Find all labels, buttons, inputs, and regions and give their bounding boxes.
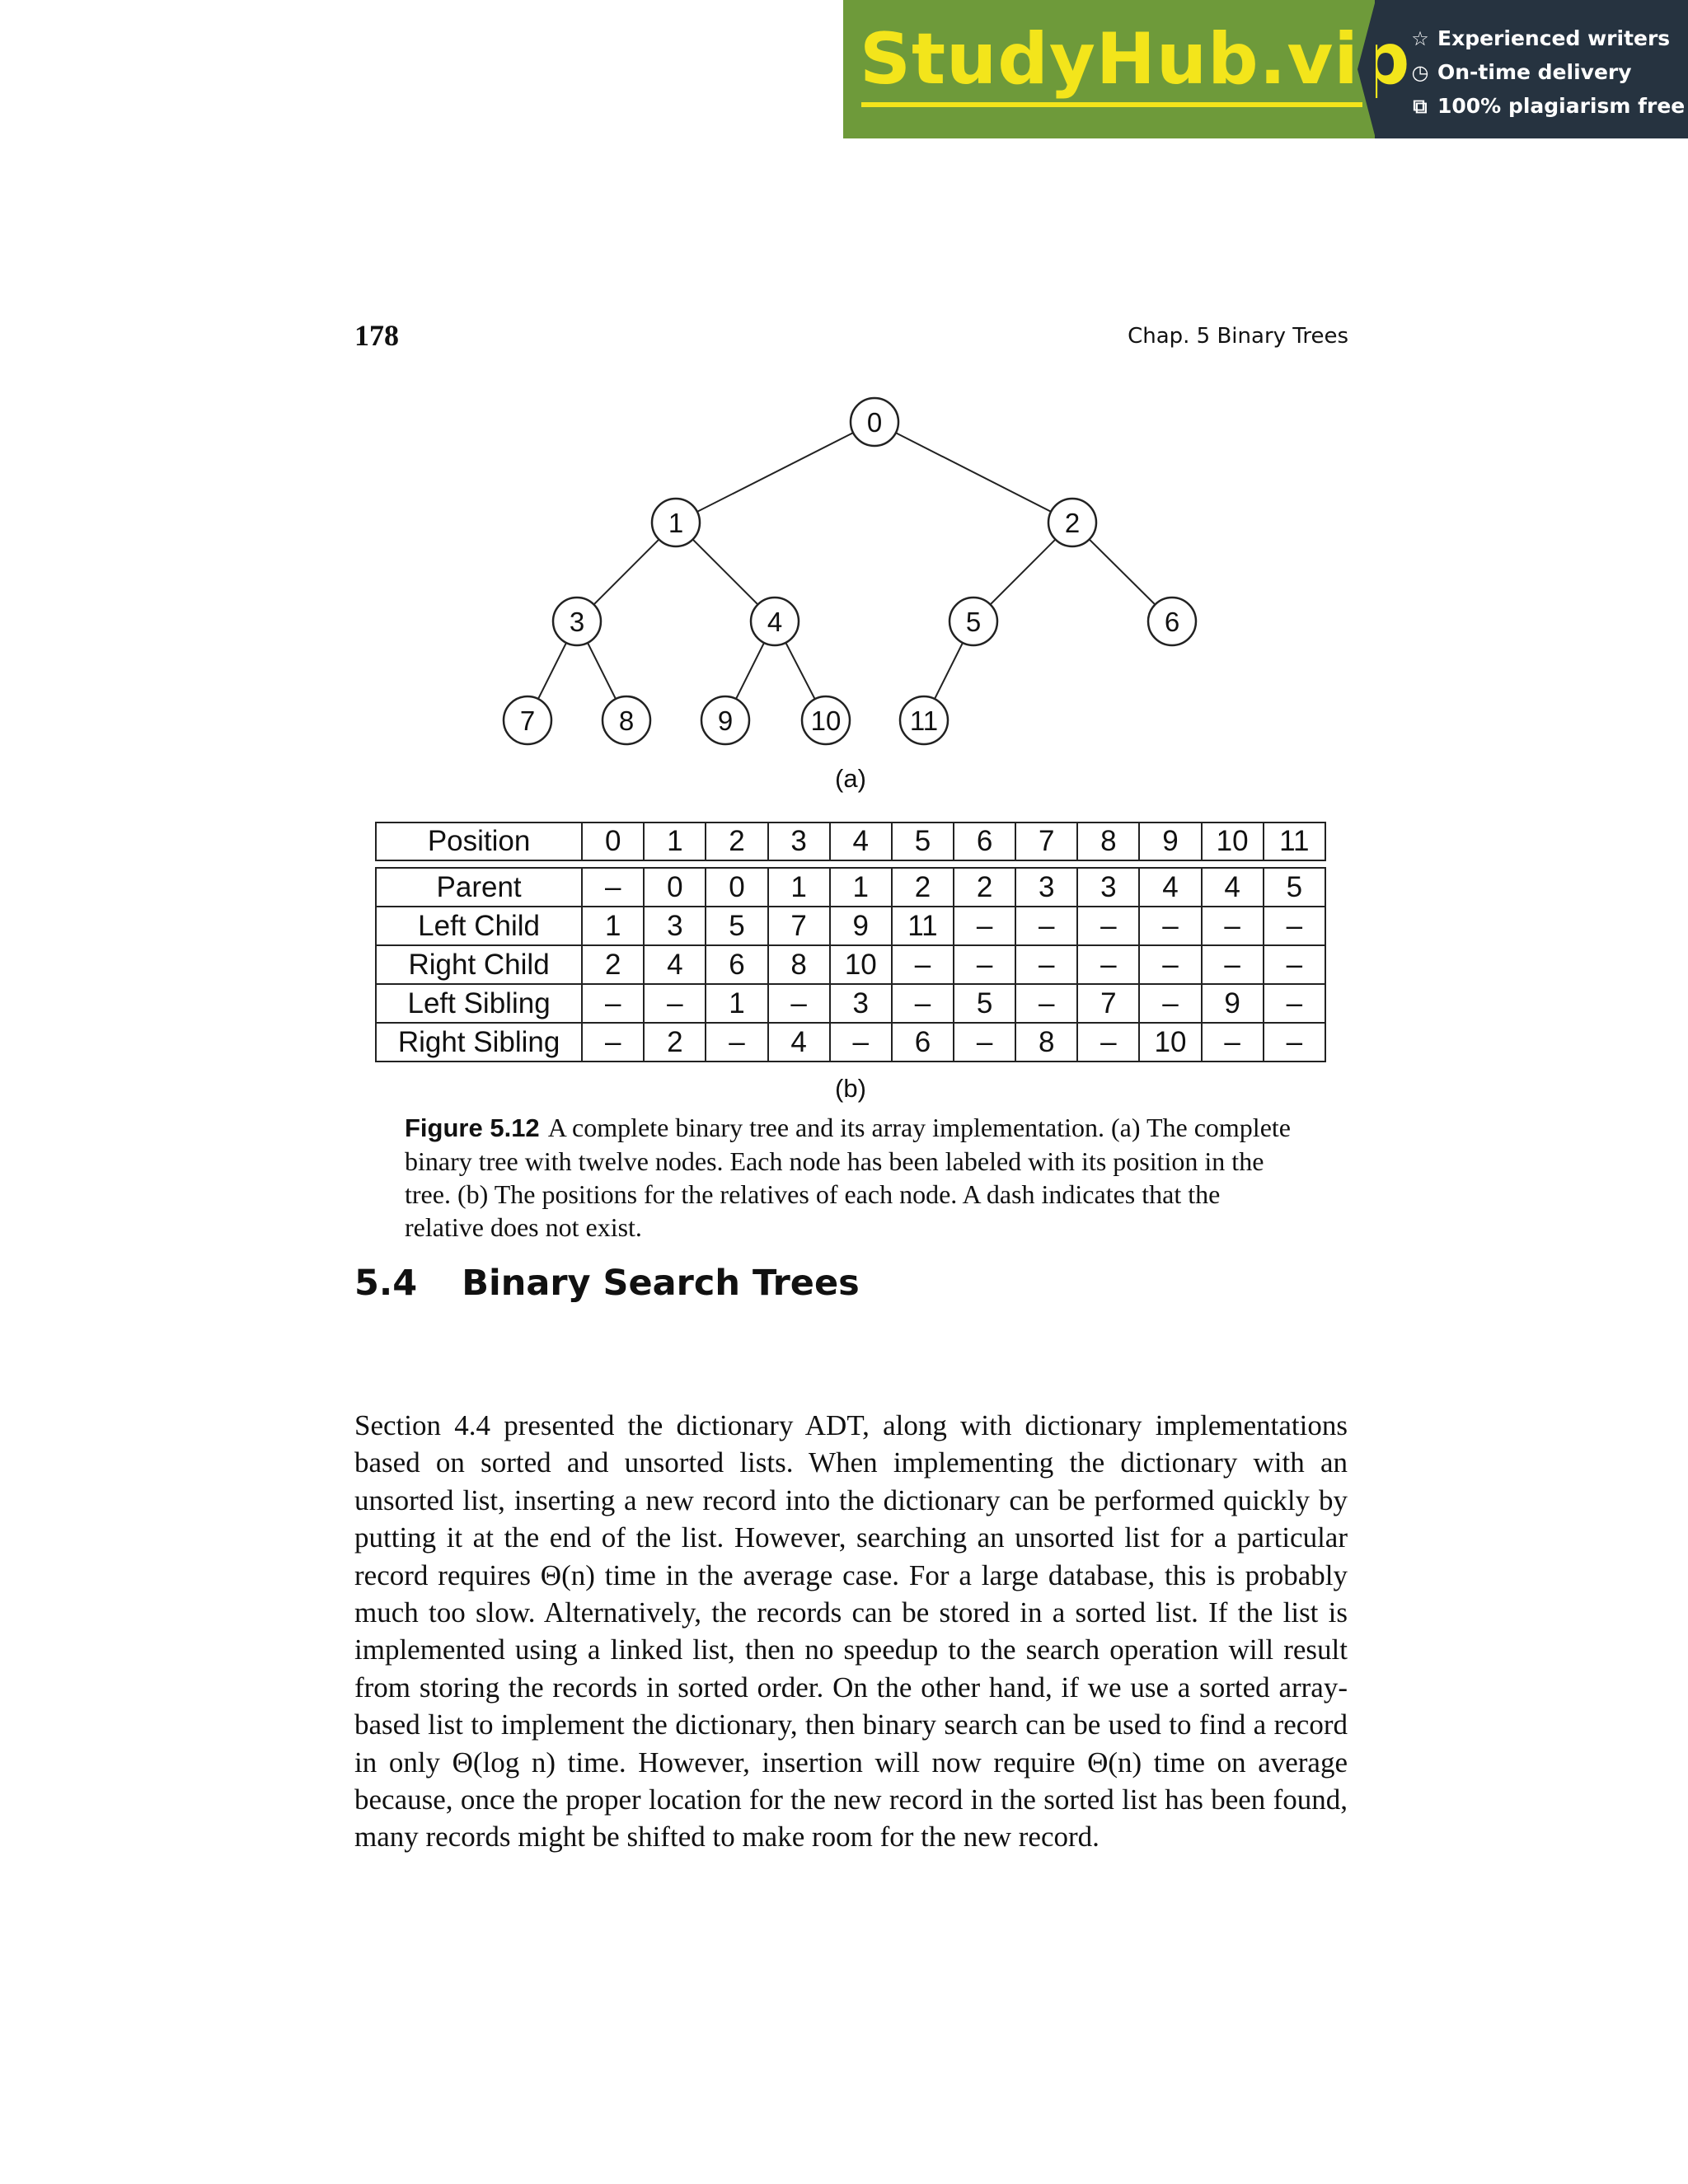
table-cell: – [830,1023,892,1062]
feature-text: On-time delivery [1437,60,1632,84]
table-cell: 4 [1139,868,1201,907]
table-cell: 10 [830,945,892,984]
table-cell: – [1264,1023,1325,1062]
table-cell: 8 [768,945,830,984]
table-cell: 5 [892,823,954,860]
tree-edge [676,422,874,523]
table-cell: – [1264,907,1325,945]
tree-edge [874,422,1072,523]
table-cell: – [1015,945,1077,984]
table-cell: 1 [706,984,767,1023]
table-row [376,907,1325,945]
relatives-table [375,867,1326,1062]
feature-text: Experienced writers [1437,26,1671,50]
table-cell: 1 [582,907,644,945]
table-cell: – [1264,945,1325,984]
table-cell: 4 [830,823,892,860]
table-cell: – [1264,984,1325,1023]
table-cell: 2 [706,823,767,860]
table-cell: 11 [1264,823,1325,860]
row-header: Left Child [376,907,582,945]
table-cell: 1 [768,868,830,907]
table-row [376,1023,1325,1062]
table-cell: 2 [954,868,1015,907]
table-cell: 11 [892,907,954,945]
table-cell: 0 [582,823,644,860]
brand-logo-text: StudyHub.vip [860,18,1411,101]
table-cell: – [706,1023,767,1062]
table-cell: 2 [644,1023,706,1062]
tree-node-label: 2 [1064,508,1081,538]
table-cell: 8 [1015,1023,1077,1062]
table-cell: – [954,907,1015,945]
page-number: 178 [354,319,399,352]
table-cell: 10 [1139,1023,1201,1062]
table-cell: – [1202,907,1264,945]
tree-node-label: 1 [668,508,684,538]
table-cell: – [1015,984,1077,1023]
tree-node-label: 0 [866,407,883,438]
table-cell: 1 [830,868,892,907]
table-cell: 7 [1077,984,1139,1023]
table-cell: 6 [892,1023,954,1062]
table-row [376,945,1325,984]
section-number: 5.4 [354,1263,418,1304]
table-cell: – [582,984,644,1023]
table-cell: 1 [644,823,706,860]
table-cell: – [1139,945,1201,984]
feature-text: 100% plagiarism free [1437,94,1686,118]
table-row [376,823,1325,860]
tree-node-label: 8 [618,705,635,736]
table-cell: 2 [582,945,644,984]
tree-node-label: 11 [909,705,939,736]
table-cell: – [1077,1023,1139,1062]
table-cell: 4 [1202,868,1264,907]
position-table [375,822,1326,861]
table-row [376,984,1325,1023]
table-cell: 7 [1015,823,1077,860]
table-cell: 6 [706,945,767,984]
table-cell: – [1015,907,1077,945]
row-header: Parent [376,868,582,907]
table-cell: – [768,984,830,1023]
table-cell: – [954,1023,1015,1062]
section-heading [354,1263,860,1304]
subfigure-caption-a: (a) [835,764,866,793]
table-row [376,868,1325,907]
table-cell: 3 [1015,868,1077,907]
table-cell: 4 [644,945,706,984]
table-cell: 3 [644,907,706,945]
table-cell: – [582,1023,644,1062]
table-cell: 0 [644,868,706,907]
tree-node-label: 5 [965,607,982,637]
table-cell: – [892,945,954,984]
table-cell: 3 [768,823,830,860]
tree-node-label: 9 [717,705,734,736]
row-header: Right Child [376,945,582,984]
table-cell: – [1202,945,1264,984]
copy-check-icon: ⧉ [1413,94,1428,118]
subfigure-caption-b: (b) [835,1074,866,1103]
tree-node-label: 10 [810,705,842,736]
clock-icon: ◷ [1411,60,1429,84]
table-cell: – [1077,945,1139,984]
table-cell: – [1202,1023,1264,1062]
row-header: Right Sibling [376,1023,582,1062]
table-cell: 6 [954,823,1015,860]
table-cell: 5 [1264,868,1325,907]
table-cell: 3 [830,984,892,1023]
figure-caption [405,1111,1298,1244]
table-cell: 4 [768,1023,830,1062]
table-cell: – [644,984,706,1023]
row-header: Left Sibling [376,984,582,1023]
row-header: Position [376,823,582,860]
tree-node-label: 4 [767,607,783,637]
table-cell: – [582,868,644,907]
table-cell: 9 [1139,823,1201,860]
table-cell: 9 [1202,984,1264,1023]
table-cell: – [1139,907,1201,945]
table-cell: – [1139,984,1201,1023]
binary-tree-diagram [0,0,1688,791]
figure-label: Figure 5.12 [405,1113,540,1142]
table-cell: 5 [954,984,1015,1023]
table-cell: 3 [1077,868,1139,907]
table-cell: 8 [1077,823,1139,860]
section-title: Binary Search Trees [462,1263,860,1304]
table-cell: 7 [768,907,830,945]
tree-node-label: 3 [569,607,585,637]
table-cell: 2 [892,868,954,907]
star-outline-icon: ☆ [1411,26,1429,50]
tree-node-label: 6 [1164,607,1180,637]
table-cell: 0 [706,868,767,907]
table-cell: 5 [706,907,767,945]
table-cell: – [1077,907,1139,945]
tree-node-label: 7 [519,705,536,736]
figure-caption-text: A complete binary tree and its array implementation. (a) The complete binary tree with twelve nodes. Each node has been labeled with its position in the tree. (b) The positions for the relatives of each node. A dash indicates that the relative does not exist. [405,1113,1291,1242]
table-cell: – [892,984,954,1023]
running-head: Chap. 5 Binary Trees [1128,324,1348,349]
table-cell: 9 [830,907,892,945]
body-paragraph: Section 4.4 presented the dictionary ADT, along with dictionary implementations based on sorted and unsorted lists. When implementing the dictionary with an unsorted list, inserting a new record into the dictionary can be performed quickly by putting it at the end of the list. However, searching an unsorted list for a particular record requires Θ(n) time in the average case. For a large database, this is probably much too slow. Alternatively, the records can be stored in a sorted list. If the list is implemented using a linked list, then no speedup to the search operation will result from storing the records in sorted order. On the other hand, if we use a sorted array-based list to implement the dictionary, then binary search can be used to find a record in only Θ(log n) time. However, insertion will now require Θ(n) time on average because, once the proper location for the new record in the sorted list has been found, many records might be shifted to make room for the new record. [354,1409,1348,1854]
table-cell: – [954,945,1015,984]
table-cell: 10 [1202,823,1264,860]
